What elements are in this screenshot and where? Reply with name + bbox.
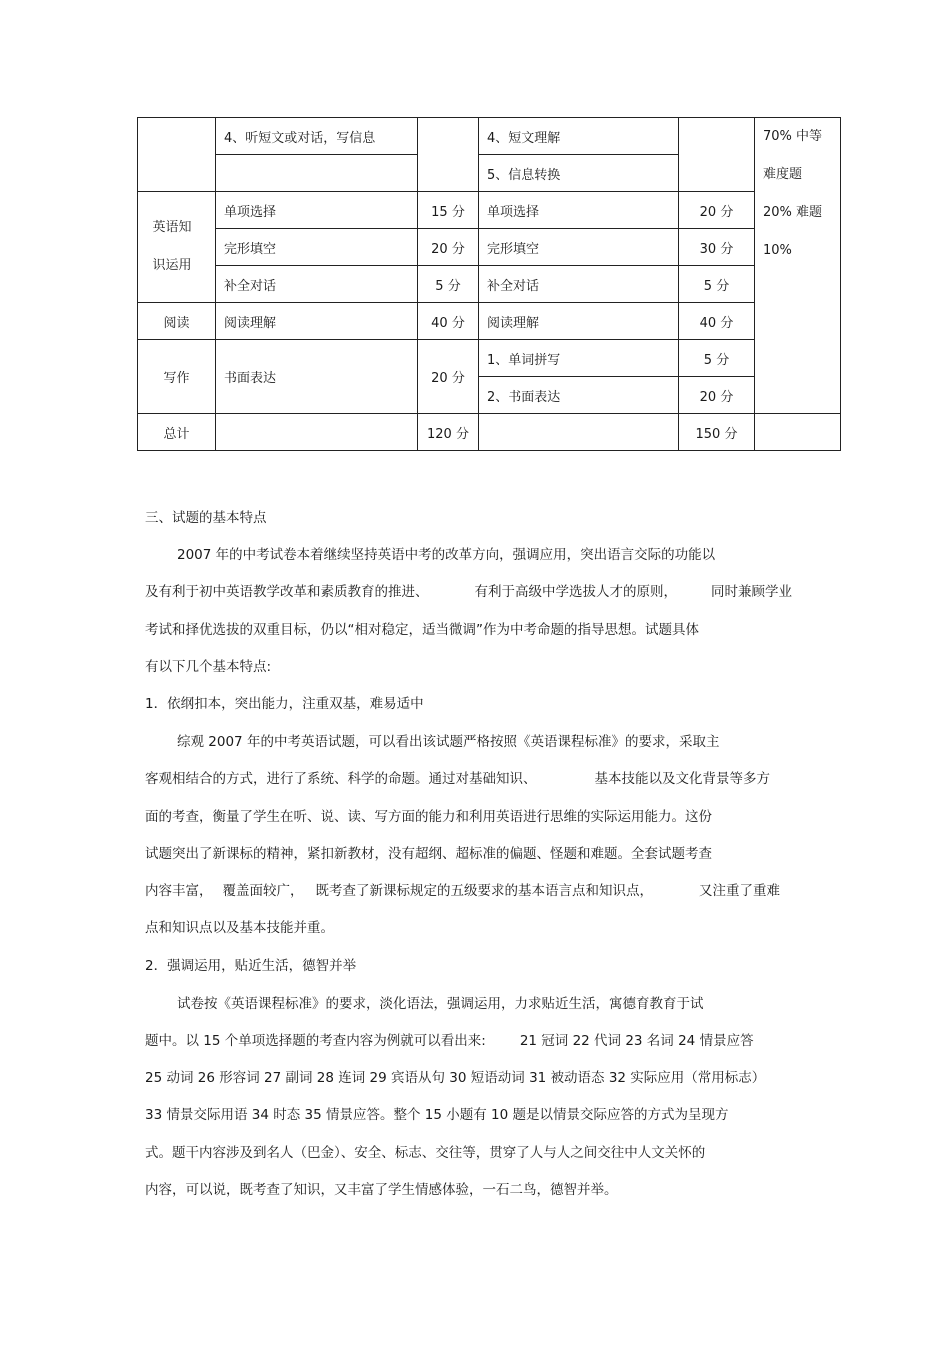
paragraph-line: 有以下几个基本特点: [145,659,272,675]
paragraph-line: 综观 2007 年的中考英语试题，可以看出该试题严格按照《英语课程标准》的要求，采取主 [177,734,720,750]
paragraph-segment: 21 冠词 22 代词 23 名词 24 情景应答 [519,1033,754,1049]
right-item-cell: 1、单词拼写 [479,340,679,377]
paragraph-line: 33 情景交际用语 34 时态 35 情景应答。整个 15 小题有 10 题是以情景交际应答的方式为呈现方 [145,1107,729,1123]
left-item-cell: 4、听短文或对话，写信息 [216,118,418,155]
category-cell: 写作 [138,340,216,414]
table-row [138,303,841,340]
right-score-cell: 20 分 [679,377,755,414]
right-score-cell-empty [679,118,755,192]
left-item-cell-empty [216,155,418,192]
paragraph-line [145,770,770,788]
difficulty-line: 难度题 [763,167,803,182]
paragraph-line: 考试和择优选拔的双重目标，仍以“相对稳定，适当微调”作为中考命题的指导思想。试题具体 [145,622,699,638]
left-item-cell: 阅读理解 [216,303,418,340]
left-item-cell: 完形填空 [216,229,418,266]
right-score-cell: 30 分 [679,229,755,266]
left-score-cell: 40 分 [418,303,479,340]
right-item-cell: 阅读理解 [479,303,679,340]
paragraph-line: 2007 年的中考试卷本着继续坚持英语中考的改革方向，强调应用，突出语言交际的功能以 [177,547,716,563]
table-row [138,229,841,266]
difficulty-line: 70% 中等 [763,129,823,144]
left-item-cell: 书面表达 [216,340,418,414]
right-item-cell: 5、信息转换 [479,155,679,192]
left-total-cell: 120 分 [418,414,479,451]
right-item-cell: 单项选择 [479,192,679,229]
difficulty-line: 20% 难题 [763,205,823,220]
left-item-cell: 补全对话 [216,266,418,303]
paragraph-line: 试卷按《英语课程标准》的要求，淡化语法，强调运用，力求贴近生活，寓德育教育于试 [177,996,704,1012]
paragraph-line: 试题突出了新课标的精神，紧扣新教材，没有超纲、超标准的偏题、怪题和难题。全套试题考查 [145,846,712,862]
right-score-cell: 20 分 [679,192,755,229]
paragraph-segment: 内容丰富， [145,883,213,899]
right-item-cell: 完形填空 [479,229,679,266]
paragraph-segment: 客观相结合的方式，进行了系统、科学的命题。通过对基础知识、 [145,771,537,787]
paragraph-line: 式。题干内容涉及到名人（巴金）、安全、标志、交往等，贯穿了人与人之间交往中人文关怀的 [145,1145,706,1161]
exam-structure-table [137,117,841,451]
left-score-cell-empty [418,118,479,192]
point-title: 2．强调运用，贴近生活，德智并举 [145,958,357,974]
table-row [138,414,841,451]
difficulty-cell [755,118,841,414]
right-item-cell: 补全对话 [479,266,679,303]
category-cell [138,192,216,303]
paragraph-line: 面的考查，衡量了学生在听、说、读、写方面的能力和利用英语进行思维的实际运用能力。这份 [145,809,712,825]
right-item-cell: 4、短文理解 [479,118,679,155]
table-row [138,192,841,229]
paragraph-line: 点和知识点以及基本技能并重。 [145,920,334,936]
paragraph-segment: 同时兼顾学业 [711,584,792,600]
table-row [138,118,841,155]
category-cell-empty [138,118,216,192]
table-row [138,340,841,377]
paragraph-segment: 题中。以 15 个单项选择题的考查内容为例就可以看出来: [145,1033,486,1049]
right-score-cell: 5 分 [679,266,755,303]
category-cell: 阅读 [138,303,216,340]
left-score-cell: 20 分 [418,340,479,414]
paragraph-line [145,882,780,900]
paragraph-segment: 既考查了新课标规定的五级要求的基本语言点和知识点， [315,883,653,899]
left-score-cell: 15 分 [418,192,479,229]
paragraph-line [145,583,792,601]
right-item-cell: 2、书面表达 [479,377,679,414]
paragraph-segment: 基本技能以及文化背景等多方 [594,771,770,787]
category-label: 英语知识运用 [152,220,192,273]
right-score-cell: 5 分 [679,340,755,377]
left-item-cell-empty [216,414,418,451]
paragraph-segment: 覆盖面较广， [222,883,304,899]
table-row [138,266,841,303]
difficulty-cell-empty [755,414,841,451]
category-cell: 总计 [138,414,216,451]
section-heading: 三、试题的基本特点 [145,510,267,526]
paragraph-line: 内容，可以说，既考查了知识，又丰富了学生情感体验，一石二鸟，德智并举。 [145,1182,618,1198]
difficulty-line: 10% [763,243,792,258]
left-score-cell: 20 分 [418,229,479,266]
left-score-cell: 5 分 [418,266,479,303]
paragraph-segment: 及有利于初中英语教学改革和素质教育的推进、 [145,584,429,600]
left-item-cell: 单项选择 [216,192,418,229]
right-score-cell: 40 分 [679,303,755,340]
paragraph-line: 25 动词 26 形容词 27 副词 28 连词 29 宾语从句 30 短语动词 31 被动语态 32 实际应用（常用标志） [145,1070,766,1086]
paragraph-line [145,1032,754,1050]
point-title: 1．依纲扣本，突出能力，注重双基，难易适中 [145,696,424,712]
paragraph-segment: 有利于高级中学选拔人才的原则， [474,584,677,600]
right-total-cell: 150 分 [679,414,755,451]
right-item-cell-empty [479,414,679,451]
paragraph-segment: 又注重了重难 [699,883,780,899]
